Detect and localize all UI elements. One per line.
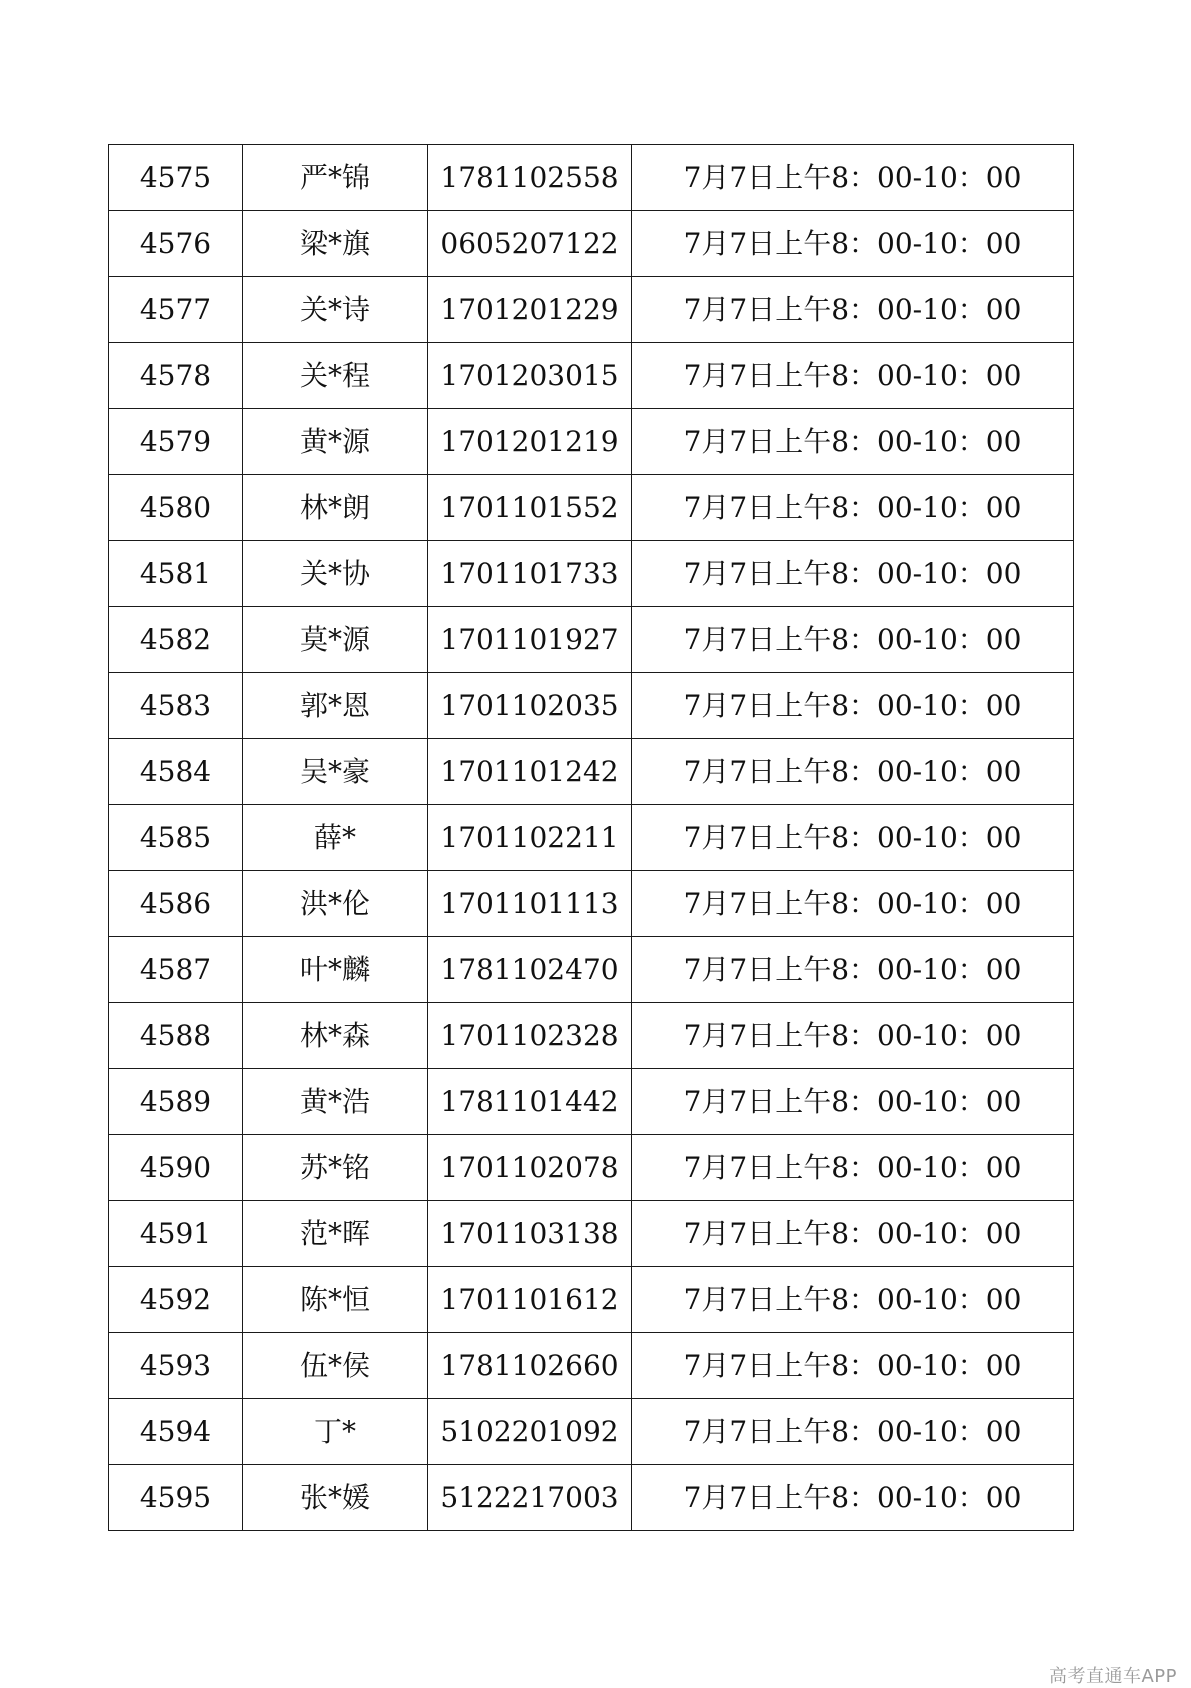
table-row xyxy=(109,739,1074,805)
student-name-cell: 关*程 xyxy=(243,343,428,409)
table-row xyxy=(109,277,1074,343)
serial-number-cell: 4595 xyxy=(109,1465,243,1531)
student-id-cell: 1701201229 xyxy=(428,277,632,343)
roster-table xyxy=(108,144,1074,1531)
student-name-cell: 莫*源 xyxy=(243,607,428,673)
time-slot-cell: 7月7日上午8：00-10：00 xyxy=(632,937,1074,1003)
serial-number-cell: 4591 xyxy=(109,1201,243,1267)
student-name-cell: 林*森 xyxy=(243,1003,428,1069)
time-slot-cell: 7月7日上午8：00-10：00 xyxy=(632,1201,1074,1267)
student-id-cell: 1701201219 xyxy=(428,409,632,475)
student-name-cell: 伍*侯 xyxy=(243,1333,428,1399)
serial-number-cell: 4583 xyxy=(109,673,243,739)
student-name-cell: 郭*恩 xyxy=(243,673,428,739)
serial-number-cell: 4575 xyxy=(109,145,243,211)
serial-number-cell: 4587 xyxy=(109,937,243,1003)
time-slot-cell: 7月7日上午8：00-10：00 xyxy=(632,211,1074,277)
student-name-cell: 丁* xyxy=(243,1399,428,1465)
time-slot-cell: 7月7日上午8：00-10：00 xyxy=(632,607,1074,673)
student-id-cell: 1701101242 xyxy=(428,739,632,805)
table-row xyxy=(109,673,1074,739)
time-slot-cell: 7月7日上午8：00-10：00 xyxy=(632,409,1074,475)
serial-number-cell: 4582 xyxy=(109,607,243,673)
serial-number-cell: 4589 xyxy=(109,1069,243,1135)
student-id-cell: 1701102328 xyxy=(428,1003,632,1069)
time-slot-cell: 7月7日上午8：00-10：00 xyxy=(632,1135,1074,1201)
time-slot-cell: 7月7日上午8：00-10：00 xyxy=(632,1399,1074,1465)
student-id-cell: 5102201092 xyxy=(428,1399,632,1465)
serial-number-cell: 4576 xyxy=(109,211,243,277)
time-slot-cell: 7月7日上午8：00-10：00 xyxy=(632,805,1074,871)
table-row xyxy=(109,1201,1074,1267)
table-row xyxy=(109,871,1074,937)
table-row xyxy=(109,1267,1074,1333)
student-name-cell: 梁*旗 xyxy=(243,211,428,277)
table-row xyxy=(109,145,1074,211)
student-id-cell: 1781102660 xyxy=(428,1333,632,1399)
time-slot-cell: 7月7日上午8：00-10：00 xyxy=(632,475,1074,541)
student-name-cell: 关*协 xyxy=(243,541,428,607)
student-name-cell: 黄*浩 xyxy=(243,1069,428,1135)
table-row xyxy=(109,1135,1074,1201)
time-slot-cell: 7月7日上午8：00-10：00 xyxy=(632,673,1074,739)
table-row xyxy=(109,1333,1074,1399)
student-name-cell: 关*诗 xyxy=(243,277,428,343)
student-name-cell: 张*媛 xyxy=(243,1465,428,1531)
student-id-cell: 1701102211 xyxy=(428,805,632,871)
table-row xyxy=(109,211,1074,277)
time-slot-cell: 7月7日上午8：00-10：00 xyxy=(632,145,1074,211)
time-slot-cell: 7月7日上午8：00-10：00 xyxy=(632,1267,1074,1333)
table-row xyxy=(109,937,1074,1003)
table-row xyxy=(109,343,1074,409)
serial-number-cell: 4580 xyxy=(109,475,243,541)
watermark-text: 高考直通车APP xyxy=(1048,1666,1177,1687)
time-slot-cell: 7月7日上午8：00-10：00 xyxy=(632,277,1074,343)
student-id-cell: 1701103138 xyxy=(428,1201,632,1267)
time-slot-cell: 7月7日上午8：00-10：00 xyxy=(632,1069,1074,1135)
student-id-cell: 5122217003 xyxy=(428,1465,632,1531)
student-id-cell: 0605207122 xyxy=(428,211,632,277)
time-slot-cell: 7月7日上午8：00-10：00 xyxy=(632,343,1074,409)
student-id-cell: 1781101442 xyxy=(428,1069,632,1135)
serial-number-cell: 4586 xyxy=(109,871,243,937)
roster-body xyxy=(109,145,1074,1531)
time-slot-cell: 7月7日上午8：00-10：00 xyxy=(632,871,1074,937)
student-id-cell: 1701101927 xyxy=(428,607,632,673)
student-name-cell: 洪*伦 xyxy=(243,871,428,937)
student-name-cell: 苏*铭 xyxy=(243,1135,428,1201)
time-slot-cell: 7月7日上午8：00-10：00 xyxy=(632,1003,1074,1069)
serial-number-cell: 4593 xyxy=(109,1333,243,1399)
serial-number-cell: 4594 xyxy=(109,1399,243,1465)
student-id-cell: 1701102078 xyxy=(428,1135,632,1201)
table-row xyxy=(109,1465,1074,1531)
student-id-cell: 1701203015 xyxy=(428,343,632,409)
serial-number-cell: 4581 xyxy=(109,541,243,607)
serial-number-cell: 4592 xyxy=(109,1267,243,1333)
table-row xyxy=(109,409,1074,475)
student-id-cell: 1701102035 xyxy=(428,673,632,739)
student-id-cell: 1781102558 xyxy=(428,145,632,211)
time-slot-cell: 7月7日上午8：00-10：00 xyxy=(632,1333,1074,1399)
student-name-cell: 吴*豪 xyxy=(243,739,428,805)
table-row xyxy=(109,541,1074,607)
student-id-cell: 1701101733 xyxy=(428,541,632,607)
serial-number-cell: 4590 xyxy=(109,1135,243,1201)
serial-number-cell: 4588 xyxy=(109,1003,243,1069)
student-name-cell: 黄*源 xyxy=(243,409,428,475)
table-row xyxy=(109,1069,1074,1135)
serial-number-cell: 4585 xyxy=(109,805,243,871)
time-slot-cell: 7月7日上午8：00-10：00 xyxy=(632,739,1074,805)
table-row xyxy=(109,1399,1074,1465)
table-row xyxy=(109,1003,1074,1069)
serial-number-cell: 4578 xyxy=(109,343,243,409)
student-id-cell: 1701101113 xyxy=(428,871,632,937)
time-slot-cell: 7月7日上午8：00-10：00 xyxy=(632,1465,1074,1531)
student-name-cell: 叶*麟 xyxy=(243,937,428,1003)
student-id-cell: 1781102470 xyxy=(428,937,632,1003)
student-name-cell: 范*晖 xyxy=(243,1201,428,1267)
table-row xyxy=(109,805,1074,871)
serial-number-cell: 4584 xyxy=(109,739,243,805)
time-slot-cell: 7月7日上午8：00-10：00 xyxy=(632,541,1074,607)
student-id-cell: 1701101612 xyxy=(428,1267,632,1333)
student-name-cell: 严*锦 xyxy=(243,145,428,211)
table-row xyxy=(109,607,1074,673)
student-name-cell: 陈*恒 xyxy=(243,1267,428,1333)
table-row xyxy=(109,475,1074,541)
serial-number-cell: 4577 xyxy=(109,277,243,343)
student-id-cell: 1701101552 xyxy=(428,475,632,541)
student-name-cell: 林*朗 xyxy=(243,475,428,541)
serial-number-cell: 4579 xyxy=(109,409,243,475)
student-name-cell: 薛* xyxy=(243,805,428,871)
